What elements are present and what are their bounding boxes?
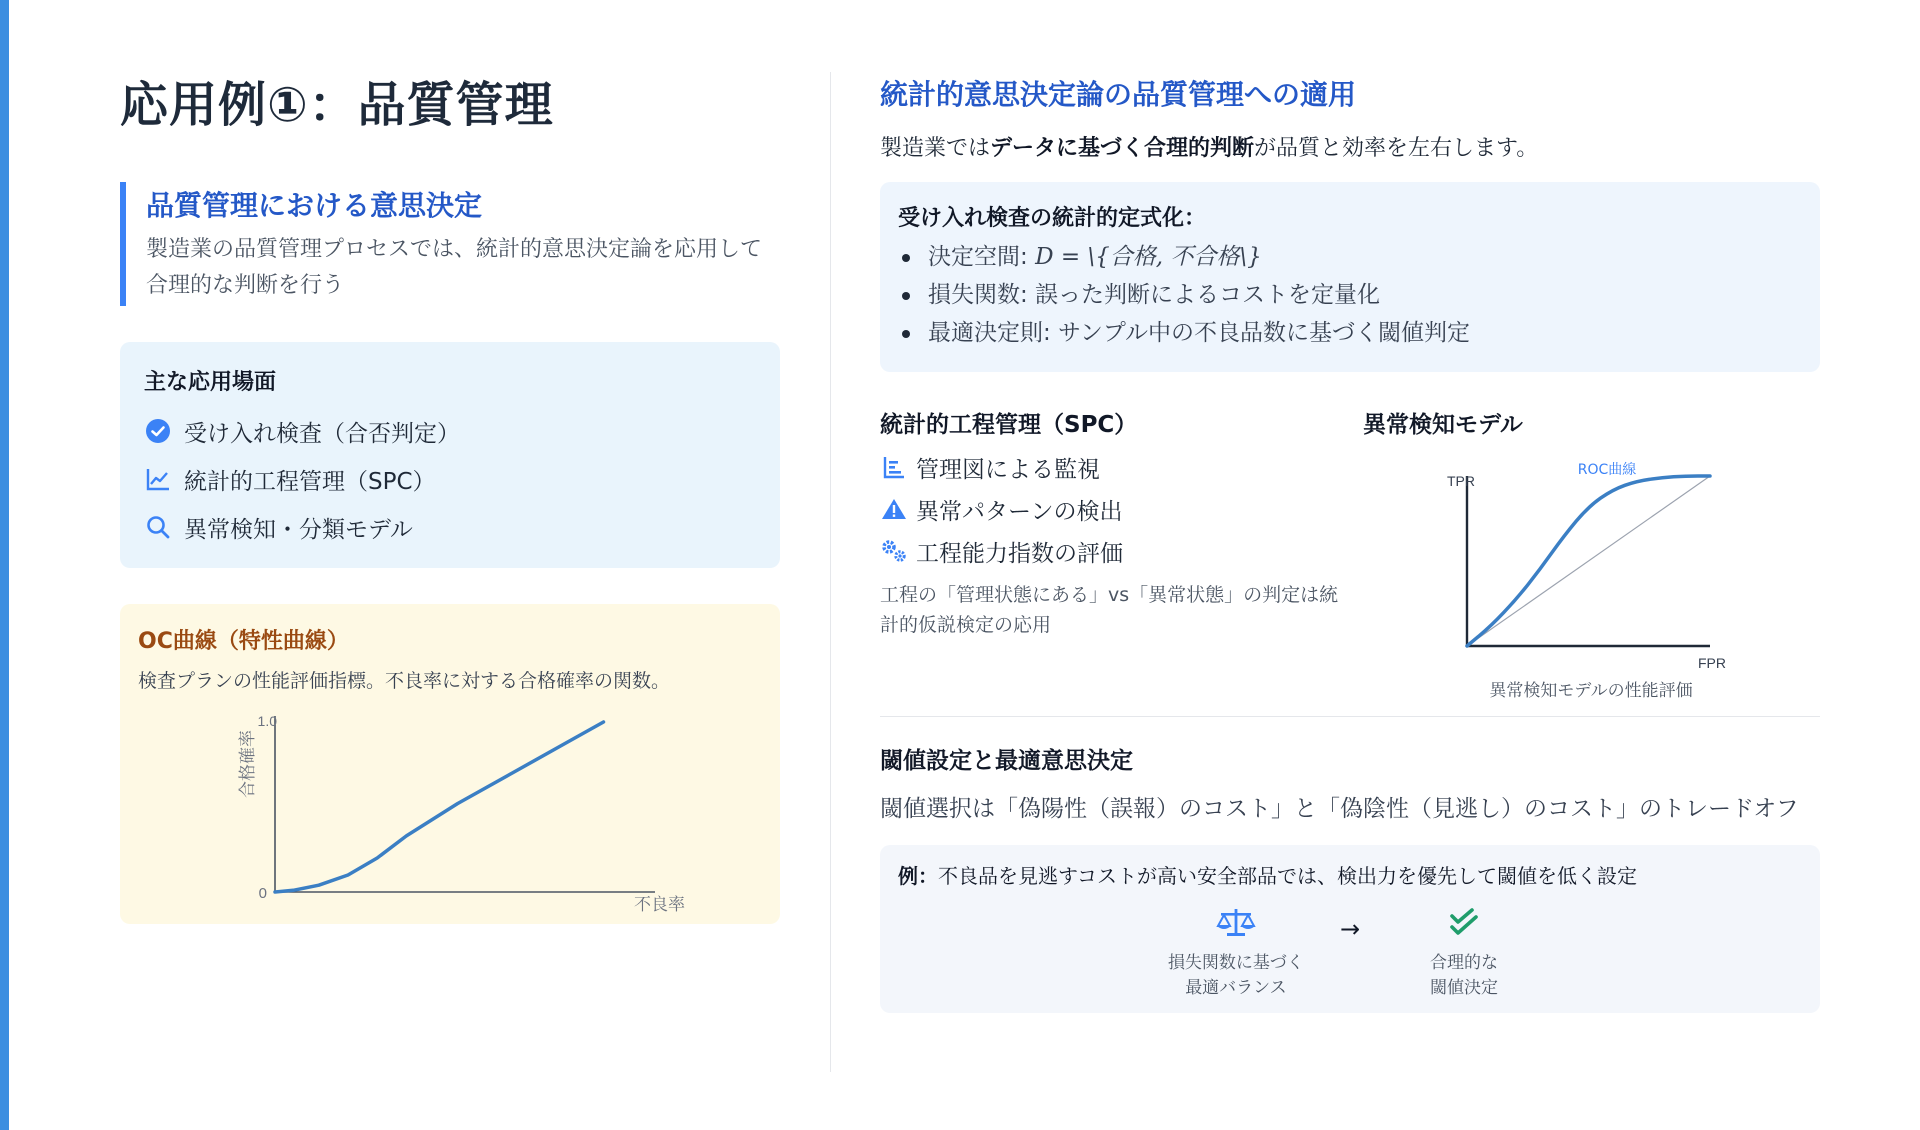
flow-node-decision — [1364, 905, 1564, 1001]
left-column — [120, 70, 780, 924]
x-axis-label: 不良率 — [634, 895, 685, 915]
example-card — [880, 845, 1820, 1013]
check-circle-icon — [144, 417, 172, 445]
oc-curve-line — [275, 722, 604, 892]
right-column — [880, 70, 1820, 1013]
scene-label: 受け入れ検査（合否判定） — [184, 420, 460, 447]
warning-icon — [880, 495, 908, 523]
accent-bar — [0, 0, 9, 1130]
oc-curve-card — [120, 604, 780, 924]
flow-arrow: → — [1339, 915, 1361, 943]
spc-note: 工程の「管理状態にある」vs「異常状態」の判定は統計的仮説検定の応用 — [880, 584, 1339, 636]
spc-label: 工程能力指数の評価 — [916, 540, 1123, 567]
chart-caption: 異常検知モデルの性能評価 — [1489, 681, 1693, 701]
diagonal-line — [1467, 476, 1710, 646]
column-divider — [830, 72, 831, 1072]
flow-node-balance — [1136, 905, 1336, 1001]
scene-item-spc — [144, 462, 756, 496]
example-text — [898, 859, 1802, 893]
example-label: 例： — [898, 864, 938, 888]
section-description: 製造業の品質管理プロセスでは、統計的意思決定論を応用して合理的な判断を行う — [146, 237, 763, 298]
formalization-title: 受け入れ検査の統計的定式化： — [898, 206, 1207, 231]
y-tick-label: 1.0 — [257, 713, 277, 729]
oc-chart — [120, 712, 780, 924]
spc-label: 管理図による監視 — [916, 456, 1100, 483]
list-item — [898, 314, 1802, 352]
intro-bold: データに基づく合理的判断 — [990, 136, 1255, 161]
scene-label: 統計的工程管理（SPC） — [184, 468, 436, 495]
intro-text — [880, 132, 1820, 166]
example-body: 不良品を見逃すコストが高い安全部品では、検出力を優先して閾値を低く設定 — [938, 864, 1637, 888]
anomaly-title: 異常検知モデル — [1363, 412, 1523, 438]
section-divider — [880, 716, 1820, 717]
intro-post: が品質と効率を左右します。 — [1254, 136, 1539, 161]
decision-space-math: D = \{合格, 不合格\} — [1035, 244, 1262, 270]
flow-label: 損失関数に基づく 最適バランス — [1167, 953, 1304, 998]
decision-flow — [880, 905, 1820, 1001]
y-axis-label: TPR — [1447, 473, 1475, 489]
list-item — [898, 276, 1802, 314]
line-chart-icon — [144, 465, 172, 493]
oc-title: OC曲線（特性曲線） — [138, 629, 349, 654]
search-icon — [144, 513, 172, 541]
spc-item-pattern — [880, 492, 1340, 526]
decision-section — [120, 182, 780, 306]
application-scenes-card — [120, 342, 780, 568]
threshold-description: 閾値選択は「偽陽性（誤報）のコスト」と「偽陰性（見逃し）のコスト」のトレードオフ — [880, 796, 1799, 822]
intro-pre: 製造業では — [880, 136, 991, 161]
flow-label: 合理的な 閾値決定 — [1430, 953, 1499, 998]
roc-chart — [1363, 448, 1820, 708]
y-tick-label: 0 — [258, 885, 267, 902]
scene-item-acceptance — [144, 414, 756, 448]
spc-title: 統計的工程管理（SPC） — [880, 412, 1138, 438]
section-title: 品質管理における意思決定 — [146, 189, 483, 222]
right-title: 統計的意思決定論の品質管理への適用 — [880, 78, 1357, 111]
oc-description: 検査プランの性能評価指標。不良率に対する合格確率の関数。 — [138, 670, 671, 692]
scene-label: 異常検知・分類モデル — [184, 516, 413, 543]
y-axis-label: 合格確率 — [238, 730, 258, 798]
spc-anomaly-row — [880, 408, 1820, 708]
page-title: 応用例①：品質管理 — [120, 77, 554, 133]
series-label: ROC曲線 — [1577, 462, 1637, 478]
control-chart-icon — [880, 453, 908, 481]
list-item — [898, 238, 1802, 276]
balance-scale-icon — [1216, 905, 1256, 941]
threshold-title: 閾値設定と最適意思決定 — [880, 748, 1133, 774]
spc-item-control-chart — [880, 450, 1340, 484]
anomaly-section — [1363, 408, 1820, 701]
double-check-icon — [1448, 905, 1480, 941]
spc-item-capability — [880, 534, 1340, 568]
x-axis-label: FPR — [1698, 655, 1726, 671]
scene-item-anomaly — [144, 510, 756, 544]
item-label: 最適決定則: サンプル中の不良品数に基づく閾値判定 — [928, 320, 1470, 346]
spc-label: 異常パターンの検出 — [916, 498, 1123, 525]
spc-section — [880, 408, 1340, 640]
item-label: 決定空間: — [928, 244, 1036, 270]
formalization-card — [880, 182, 1820, 372]
scenes-title: 主な応用場面 — [144, 370, 277, 395]
item-label: 損失関数: 誤った判断によるコストを定量化 — [928, 282, 1381, 308]
gears-icon — [880, 537, 908, 565]
formalization-list — [898, 238, 1802, 352]
